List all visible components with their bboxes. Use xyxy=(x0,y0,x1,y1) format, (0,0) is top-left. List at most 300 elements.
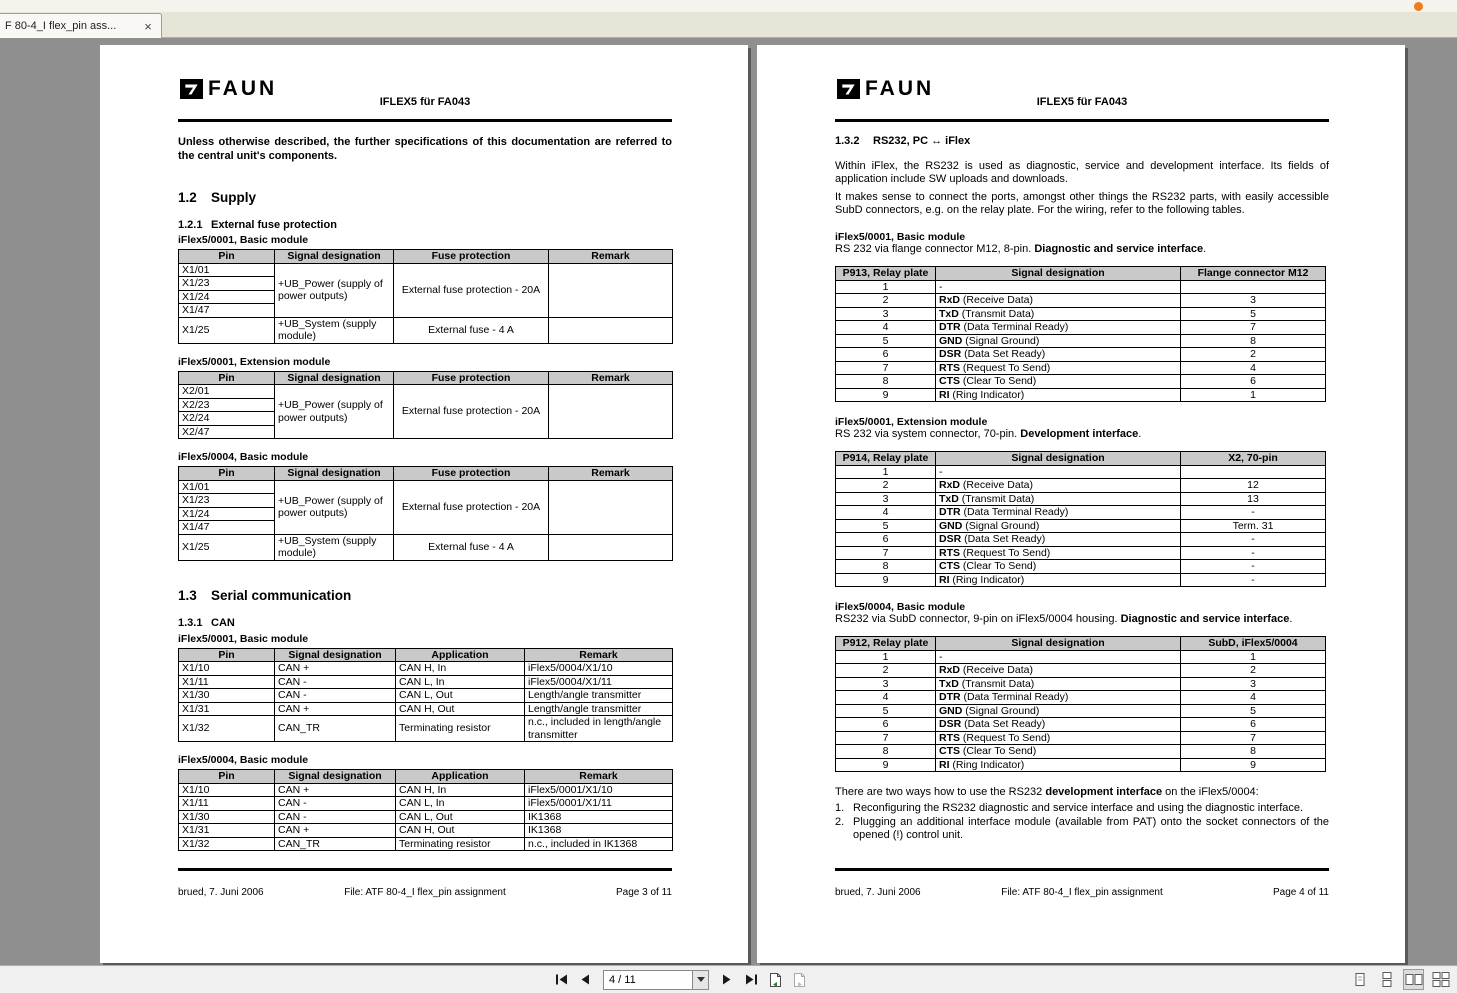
page-footer xyxy=(835,868,1329,899)
footer-page-number: Page 4 of 11 xyxy=(1273,887,1329,898)
pdf-page-4 xyxy=(757,45,1405,963)
table-row xyxy=(836,533,1326,547)
table-row xyxy=(836,560,1326,574)
table-cell: CAN L, Out xyxy=(396,689,525,703)
table-cell: +UB_System (supply module) xyxy=(275,317,394,343)
table-cell: 8 xyxy=(836,560,936,574)
table-cell: 1 xyxy=(1181,650,1326,664)
page-navigation xyxy=(550,966,810,993)
single-page-view-icon xyxy=(1352,972,1368,988)
table-row xyxy=(836,573,1326,587)
table-cell: RxD (Receive Data) xyxy=(936,294,1181,308)
table-row xyxy=(179,702,673,716)
table-row xyxy=(836,677,1326,691)
footer-file-name: File: ATF 80-4_I flex_pin assignment xyxy=(344,887,506,898)
footer-file-name: File: ATF 80-4_I flex_pin assignment xyxy=(1001,887,1163,898)
column-header: Signal designation xyxy=(275,371,394,385)
section-heading-external-fuse xyxy=(178,219,672,231)
table-caption-can-0004: iFlex5/0004, Basic module xyxy=(178,754,309,766)
first-page-icon xyxy=(555,974,568,985)
document-header-title: IFLEX5 für FA043 xyxy=(1036,96,1128,108)
table-cell: CTS (Clear To Send) xyxy=(936,560,1181,574)
table-row xyxy=(836,758,1326,772)
column-header: Signal designation xyxy=(275,467,394,481)
table-subtitle xyxy=(835,243,1329,256)
column-header: Remark xyxy=(549,467,673,481)
table-cell: 7 xyxy=(836,731,936,745)
table-row xyxy=(836,691,1326,705)
rs232-table-p913 xyxy=(835,266,1326,402)
table-cell: +UB_Power (supply of power outputs) xyxy=(275,480,394,534)
table-cell: GND (Signal Ground) xyxy=(936,334,1181,348)
subtitle-bold: Diagnostic and service interface xyxy=(1034,243,1204,255)
fuse-table-0004-basic xyxy=(178,466,673,561)
table-cell xyxy=(1181,280,1326,294)
table-row xyxy=(836,348,1326,362)
column-header: Signal designation xyxy=(936,452,1181,466)
column-header: Remark xyxy=(549,250,673,264)
table-cell: CAN L, In xyxy=(396,797,525,811)
continuous-facing-view-icon xyxy=(1432,972,1450,988)
page-4-content xyxy=(835,135,1329,842)
previous-view-button[interactable] xyxy=(764,969,786,991)
table-cell: - xyxy=(936,280,1181,294)
table-cell: X1/25 xyxy=(179,317,275,343)
table-cell: CTS (Clear To Send) xyxy=(936,375,1181,389)
table-row xyxy=(836,519,1326,533)
table-row xyxy=(836,704,1326,718)
table-cell: 5 xyxy=(1181,704,1326,718)
column-header: Pin xyxy=(179,250,275,264)
table-caption-0004-basic: iFlex5/0004, Basic module xyxy=(178,451,309,463)
table-cell xyxy=(1181,465,1326,479)
outro-text: There are two ways how to use the RS232 xyxy=(835,786,1046,798)
table-cell: 1 xyxy=(836,280,936,294)
can-table-0004 xyxy=(178,769,673,851)
table-cell: CAN - xyxy=(275,810,396,824)
column-header: Fuse protection xyxy=(394,371,549,385)
table-row xyxy=(836,479,1326,493)
table-cell: 2 xyxy=(836,664,936,678)
table-cell xyxy=(549,317,673,343)
table-row xyxy=(179,689,673,703)
table-cell: 5 xyxy=(1181,307,1326,321)
table-cell: +UB_System (supply module) xyxy=(275,534,394,560)
table-cell: External fuse - 4 A xyxy=(394,317,549,343)
table-cell: 8 xyxy=(1181,334,1326,348)
table-caption-rs232-0001-basic: iFlex5/0001, Basic module xyxy=(835,231,966,243)
table-cell: External fuse protection - 20A xyxy=(394,480,549,534)
table-cell: 3 xyxy=(1181,677,1326,691)
column-header: Signal designation xyxy=(275,250,394,264)
table-row xyxy=(836,307,1326,321)
table-cell: 4 xyxy=(1181,691,1326,705)
table-row xyxy=(179,716,673,742)
table-cell: iFlex5/0004/X1/10 xyxy=(525,662,673,676)
table-cell: IK1368 xyxy=(525,824,673,838)
table-cell: Length/angle transmitter xyxy=(525,689,673,703)
page-footer xyxy=(178,868,672,899)
table-caption-0001-basic: iFlex5/0001, Basic module xyxy=(178,234,309,246)
header-rule xyxy=(178,119,672,122)
section-heading-serial xyxy=(178,588,672,603)
table-cell: RI (Ring Indicator) xyxy=(936,388,1181,402)
table-cell: 4 xyxy=(836,321,936,335)
section-title: Supply xyxy=(211,190,257,205)
list-item-number: 1. xyxy=(835,802,845,814)
table-caption-rs232-0001-extension: iFlex5/0001, Extension module xyxy=(835,416,988,428)
list-item-number: 2. xyxy=(835,816,845,828)
table-cell: 3 xyxy=(836,677,936,691)
table-cell: Term. 31 xyxy=(1181,519,1326,533)
table-cell: X1/32 xyxy=(179,837,275,851)
table-row xyxy=(836,280,1326,294)
column-header: P914, Relay plate xyxy=(836,452,936,466)
table-cell: X1/10 xyxy=(179,662,275,676)
can-table-0001 xyxy=(178,648,673,743)
footer-author-date: brued, 7. Juni 2006 xyxy=(178,887,264,898)
table-cell: DTR (Data Terminal Ready) xyxy=(936,691,1181,705)
section-number: 1.3.2 xyxy=(835,135,860,147)
table-cell: - xyxy=(1181,560,1326,574)
table-cell: CTS (Clear To Send) xyxy=(936,745,1181,759)
table-cell: X1/01 xyxy=(179,480,275,494)
table-cell xyxy=(549,534,673,560)
table-cell: CAN - xyxy=(275,675,396,689)
table-cell: External fuse protection - 20A xyxy=(394,385,549,439)
table-row xyxy=(179,675,673,689)
single-page-view-button[interactable] xyxy=(1349,969,1370,990)
page-header xyxy=(835,45,1329,122)
table-cell: X1/25 xyxy=(179,534,275,560)
table-cell: CAN + xyxy=(275,783,396,797)
table-cell: 2 xyxy=(1181,664,1326,678)
page-header xyxy=(178,45,672,122)
table-row xyxy=(179,824,673,838)
subtitle-text: . xyxy=(1203,243,1207,255)
faun-logo-text: FAUN xyxy=(208,77,278,100)
table-cell: External fuse - 4 A xyxy=(394,534,549,560)
table-cell: 9 xyxy=(836,573,936,587)
table-cell: n.c., included in IK1368 xyxy=(525,837,673,851)
table-cell: RTS (Request To Send) xyxy=(936,361,1181,375)
table-row xyxy=(836,546,1326,560)
table-cell: CAN + xyxy=(275,702,396,716)
column-header: Signal designation xyxy=(936,267,1181,281)
table-row xyxy=(179,480,673,494)
table-cell: 6 xyxy=(836,348,936,362)
footer-page-number: Page 3 of 11 xyxy=(616,887,672,898)
table-cell: X1/11 xyxy=(179,797,275,811)
table-cell: DTR (Data Terminal Ready) xyxy=(936,506,1181,520)
column-header: X2, 70-pin xyxy=(1181,452,1326,466)
subtitle-text: RS 232 via system connector, 70-pin. xyxy=(835,428,1021,440)
next-page-icon xyxy=(721,974,733,985)
footer-rule xyxy=(835,868,1329,871)
table-cell: GND (Signal Ground) xyxy=(936,704,1181,718)
table-cell: X1/11 xyxy=(179,675,275,689)
table-row xyxy=(836,294,1326,308)
page-layout-controls xyxy=(1349,969,1451,990)
table-cell: RTS (Request To Send) xyxy=(936,731,1181,745)
column-header: P913, Relay plate xyxy=(836,267,936,281)
table-cell: 8 xyxy=(836,745,936,759)
instruction-list xyxy=(835,802,1329,842)
table-row xyxy=(836,492,1326,506)
header-rule xyxy=(835,119,1329,122)
table-cell: iFlex5/0001/X1/11 xyxy=(525,797,673,811)
next-page-button[interactable] xyxy=(716,969,738,991)
table-cell: 1 xyxy=(836,650,936,664)
previous-view-icon xyxy=(768,972,783,988)
table-cell: 2 xyxy=(836,479,936,493)
table-cell: X2/23 xyxy=(179,398,275,412)
section-heading-supply xyxy=(178,190,672,205)
pdf-toolbar xyxy=(0,965,1457,993)
fuse-table-0001-extension xyxy=(178,371,673,440)
table-cell: 8 xyxy=(1181,745,1326,759)
subtitle-text: RS 232 via flange connector M12, 8-pin. xyxy=(835,243,1035,255)
table-cell: CAN_TR xyxy=(275,716,396,742)
table-cell: RI (Ring Indicator) xyxy=(936,758,1181,772)
rs232-table-p914 xyxy=(835,451,1326,587)
table-row xyxy=(179,783,673,797)
rs232-paragraph-1: Within iFlex, the RS232 is used as diagnostic, service and development interface. Its fields of application include SW uploads and downloads. xyxy=(835,160,1329,185)
table-cell: 7 xyxy=(1181,731,1326,745)
table-row xyxy=(836,375,1326,389)
table-subtitle xyxy=(835,613,1329,626)
column-header: Application xyxy=(396,648,525,662)
table-cell: 3 xyxy=(836,492,936,506)
table-cell: GND (Signal Ground) xyxy=(936,519,1181,533)
tab-bar xyxy=(0,12,1457,38)
table-cell: 7 xyxy=(836,546,936,560)
table-cell: RTS (Request To Send) xyxy=(936,546,1181,560)
table-row xyxy=(836,361,1326,375)
table-cell: X2/24 xyxy=(179,412,275,426)
column-header: Fuse protection xyxy=(394,250,549,264)
last-page-button[interactable] xyxy=(740,969,762,991)
column-header: Signal designation xyxy=(275,648,396,662)
table-cell: CAN - xyxy=(275,689,396,703)
next-view-button[interactable] xyxy=(788,969,810,991)
table-cell: n.c., included in length/angle transmitter xyxy=(525,716,673,742)
subtitle-bold: Development interface xyxy=(1020,428,1139,440)
column-header: Remark xyxy=(549,371,673,385)
table-row xyxy=(836,334,1326,348)
rs232-table-p912 xyxy=(835,636,1326,772)
table-cell: 6 xyxy=(836,718,936,732)
table-cell: 6 xyxy=(836,533,936,547)
table-cell: 1 xyxy=(1181,388,1326,402)
footer-author-date: brued, 7. Juni 2006 xyxy=(835,887,921,898)
subtitle-text: RS232 via SubD connector, 9-pin on iFlex5/0004 housing. xyxy=(835,613,1121,625)
table-cell: 4 xyxy=(836,691,936,705)
page-dropdown-button[interactable] xyxy=(692,971,708,989)
list-item-text: Plugging an additional interface module (available from PAT) onto the socket connectors of the opened (!) control unit. xyxy=(853,816,1329,841)
table-cell: X1/23 xyxy=(179,277,275,291)
column-header: Signal designation xyxy=(275,770,396,784)
previous-page-button[interactable] xyxy=(574,969,596,991)
table-row xyxy=(179,810,673,824)
section-title: CAN xyxy=(211,616,235,629)
table-cell: IK1368 xyxy=(525,810,673,824)
table-cell: TxD (Transmit Data) xyxy=(936,307,1181,321)
table-cell: 9 xyxy=(1181,758,1326,772)
facing-pages-view-button[interactable] xyxy=(1403,969,1424,990)
table-cell: CAN L, In xyxy=(396,675,525,689)
column-header: Pin xyxy=(179,467,275,481)
column-header: Pin xyxy=(179,770,275,784)
table-cell: CAN_TR xyxy=(275,837,396,851)
page-3-content xyxy=(178,136,672,851)
table-cell: - xyxy=(1181,546,1326,560)
first-page-button[interactable] xyxy=(550,969,572,991)
table-cell: iFlex5/0001/X1/10 xyxy=(525,783,673,797)
column-header: Signal designation xyxy=(936,637,1181,651)
table-cell: 3 xyxy=(836,307,936,321)
table-row xyxy=(179,385,673,399)
table-cell: 5 xyxy=(836,519,936,533)
page-number-combo xyxy=(603,970,709,990)
table-cell: X1/47 xyxy=(179,304,275,318)
table-cell: X1/47 xyxy=(179,521,275,535)
column-header: Remark xyxy=(525,770,673,784)
table-cell: DSR (Data Set Ready) xyxy=(936,348,1181,362)
table-caption-0001-extension: iFlex5/0001, Extension module xyxy=(178,355,331,368)
table-cell: X1/23 xyxy=(179,494,275,508)
table-cell: 2 xyxy=(1181,348,1326,362)
section-number: 1.3.1 xyxy=(178,616,203,629)
column-header: Flange connector M12 xyxy=(1181,267,1326,281)
table-cell: X1/01 xyxy=(179,263,275,277)
document-tab[interactable] xyxy=(0,13,162,38)
table-cell: 4 xyxy=(836,506,936,520)
table-cell: - xyxy=(936,650,1181,664)
page-number-input[interactable] xyxy=(604,971,692,989)
subtitle-text: . xyxy=(1138,428,1142,440)
table-cell: - xyxy=(1181,573,1326,587)
continuous-view-icon xyxy=(1379,972,1395,988)
column-header: Pin xyxy=(179,371,275,385)
table-row xyxy=(836,731,1326,745)
table-cell: 2 xyxy=(836,294,936,308)
table-cell: CAN H, In xyxy=(396,662,525,676)
table-cell: TxD (Transmit Data) xyxy=(936,492,1181,506)
table-cell: 12 xyxy=(1181,479,1326,493)
table-cell: CAN - xyxy=(275,797,396,811)
table-row xyxy=(836,745,1326,759)
table-cell: X1/32 xyxy=(179,716,275,742)
outro-text: on the iFlex5/0004: xyxy=(1162,786,1259,798)
table-cell: X1/30 xyxy=(179,810,275,824)
table-cell: - xyxy=(1181,506,1326,520)
table-cell xyxy=(549,480,673,534)
column-header: Pin xyxy=(179,648,275,662)
table-cell: - xyxy=(1181,533,1326,547)
section-number: 1.2.1 xyxy=(178,219,203,231)
rs232-paragraph-2: It makes sense to connect the ports, amongst other things the RS232 parts, with easily accessible SubD connectors, e.g. on the relay plate. For the wiring, refer to the following tables. xyxy=(835,191,1329,216)
table-cell: X1/24 xyxy=(179,290,275,304)
table-cell: +UB_Power (supply of power outputs) xyxy=(275,263,394,317)
continuous-facing-view-button[interactable] xyxy=(1430,969,1451,990)
table-cell: +UB_Power (supply of power outputs) xyxy=(275,385,394,439)
table-cell: DSR (Data Set Ready) xyxy=(936,533,1181,547)
table-cell: X1/31 xyxy=(179,702,275,716)
table-cell: DTR (Data Terminal Ready) xyxy=(936,321,1181,335)
chevron-down-icon xyxy=(697,977,705,982)
section-heading-rs232 xyxy=(835,135,1329,147)
outro-paragraph xyxy=(835,786,1329,799)
tab-title: F 80-4_I flex_pin ass... xyxy=(5,20,117,32)
list-item xyxy=(835,802,1329,815)
table-cell: RxD (Receive Data) xyxy=(936,479,1181,493)
column-header: Fuse protection xyxy=(394,467,549,481)
pdf-canvas xyxy=(0,38,1457,965)
column-header: Remark xyxy=(525,648,673,662)
table-cell: CAN L, Out xyxy=(396,810,525,824)
table-subtitle xyxy=(835,428,1329,441)
table-row xyxy=(836,465,1326,479)
table-cell: X1/10 xyxy=(179,783,275,797)
section-number: 1.3 xyxy=(178,587,197,603)
table-cell: CAN H, Out xyxy=(396,824,525,838)
section-title: RS232, PC ↔ iFlex xyxy=(873,135,971,147)
column-header: SubD, iFlex5/0004 xyxy=(1181,637,1326,651)
table-cell: 7 xyxy=(836,361,936,375)
faun-logo-text: FAUN xyxy=(865,77,935,100)
table-cell: TxD (Transmit Data) xyxy=(936,677,1181,691)
previous-page-icon xyxy=(579,974,591,985)
table-row xyxy=(836,650,1326,664)
table-row xyxy=(836,718,1326,732)
column-header: Application xyxy=(396,770,525,784)
table-cell: X1/24 xyxy=(179,507,275,521)
table-cell: iFlex5/0004/X1/11 xyxy=(525,675,673,689)
table-cell: X2/47 xyxy=(179,425,275,439)
table-cell: 5 xyxy=(836,334,936,348)
continuous-view-button[interactable] xyxy=(1376,969,1397,990)
section-title: External fuse protection xyxy=(211,219,337,231)
table-cell: RxD (Receive Data) xyxy=(936,664,1181,678)
list-item-text: Reconfiguring the RS232 diagnostic and service interface and using the diagnostic interface. xyxy=(853,802,1304,814)
table-cell: CAN H, Out xyxy=(396,702,525,716)
table-cell: Terminating resistor xyxy=(396,716,525,742)
table-cell: - xyxy=(936,465,1181,479)
table-cell: 5 xyxy=(836,704,936,718)
table-cell: 13 xyxy=(1181,492,1326,506)
table-cell: 9 xyxy=(836,758,936,772)
table-cell xyxy=(549,263,673,317)
document-header-title: IFLEX5 für FA043 xyxy=(379,96,471,108)
section-title: Serial communication xyxy=(211,587,352,603)
window-title-strip xyxy=(0,0,1457,12)
table-cell: 6 xyxy=(1181,718,1326,732)
table-cell: 4 xyxy=(1181,361,1326,375)
app-logo-icon xyxy=(1414,2,1423,11)
section-number: 1.2 xyxy=(178,190,197,205)
table-row xyxy=(836,388,1326,402)
table-cell: DSR (Data Set Ready) xyxy=(936,718,1181,732)
table-cell: 1 xyxy=(836,465,936,479)
pdf-page-3 xyxy=(100,45,748,963)
close-icon[interactable]: × xyxy=(144,18,152,34)
table-cell: 8 xyxy=(836,375,936,389)
table-caption-can-0001: iFlex5/0001, Basic module xyxy=(178,632,309,645)
table-cell: RI (Ring Indicator) xyxy=(936,573,1181,587)
table-cell: X1/30 xyxy=(179,689,275,703)
table-row xyxy=(836,664,1326,678)
